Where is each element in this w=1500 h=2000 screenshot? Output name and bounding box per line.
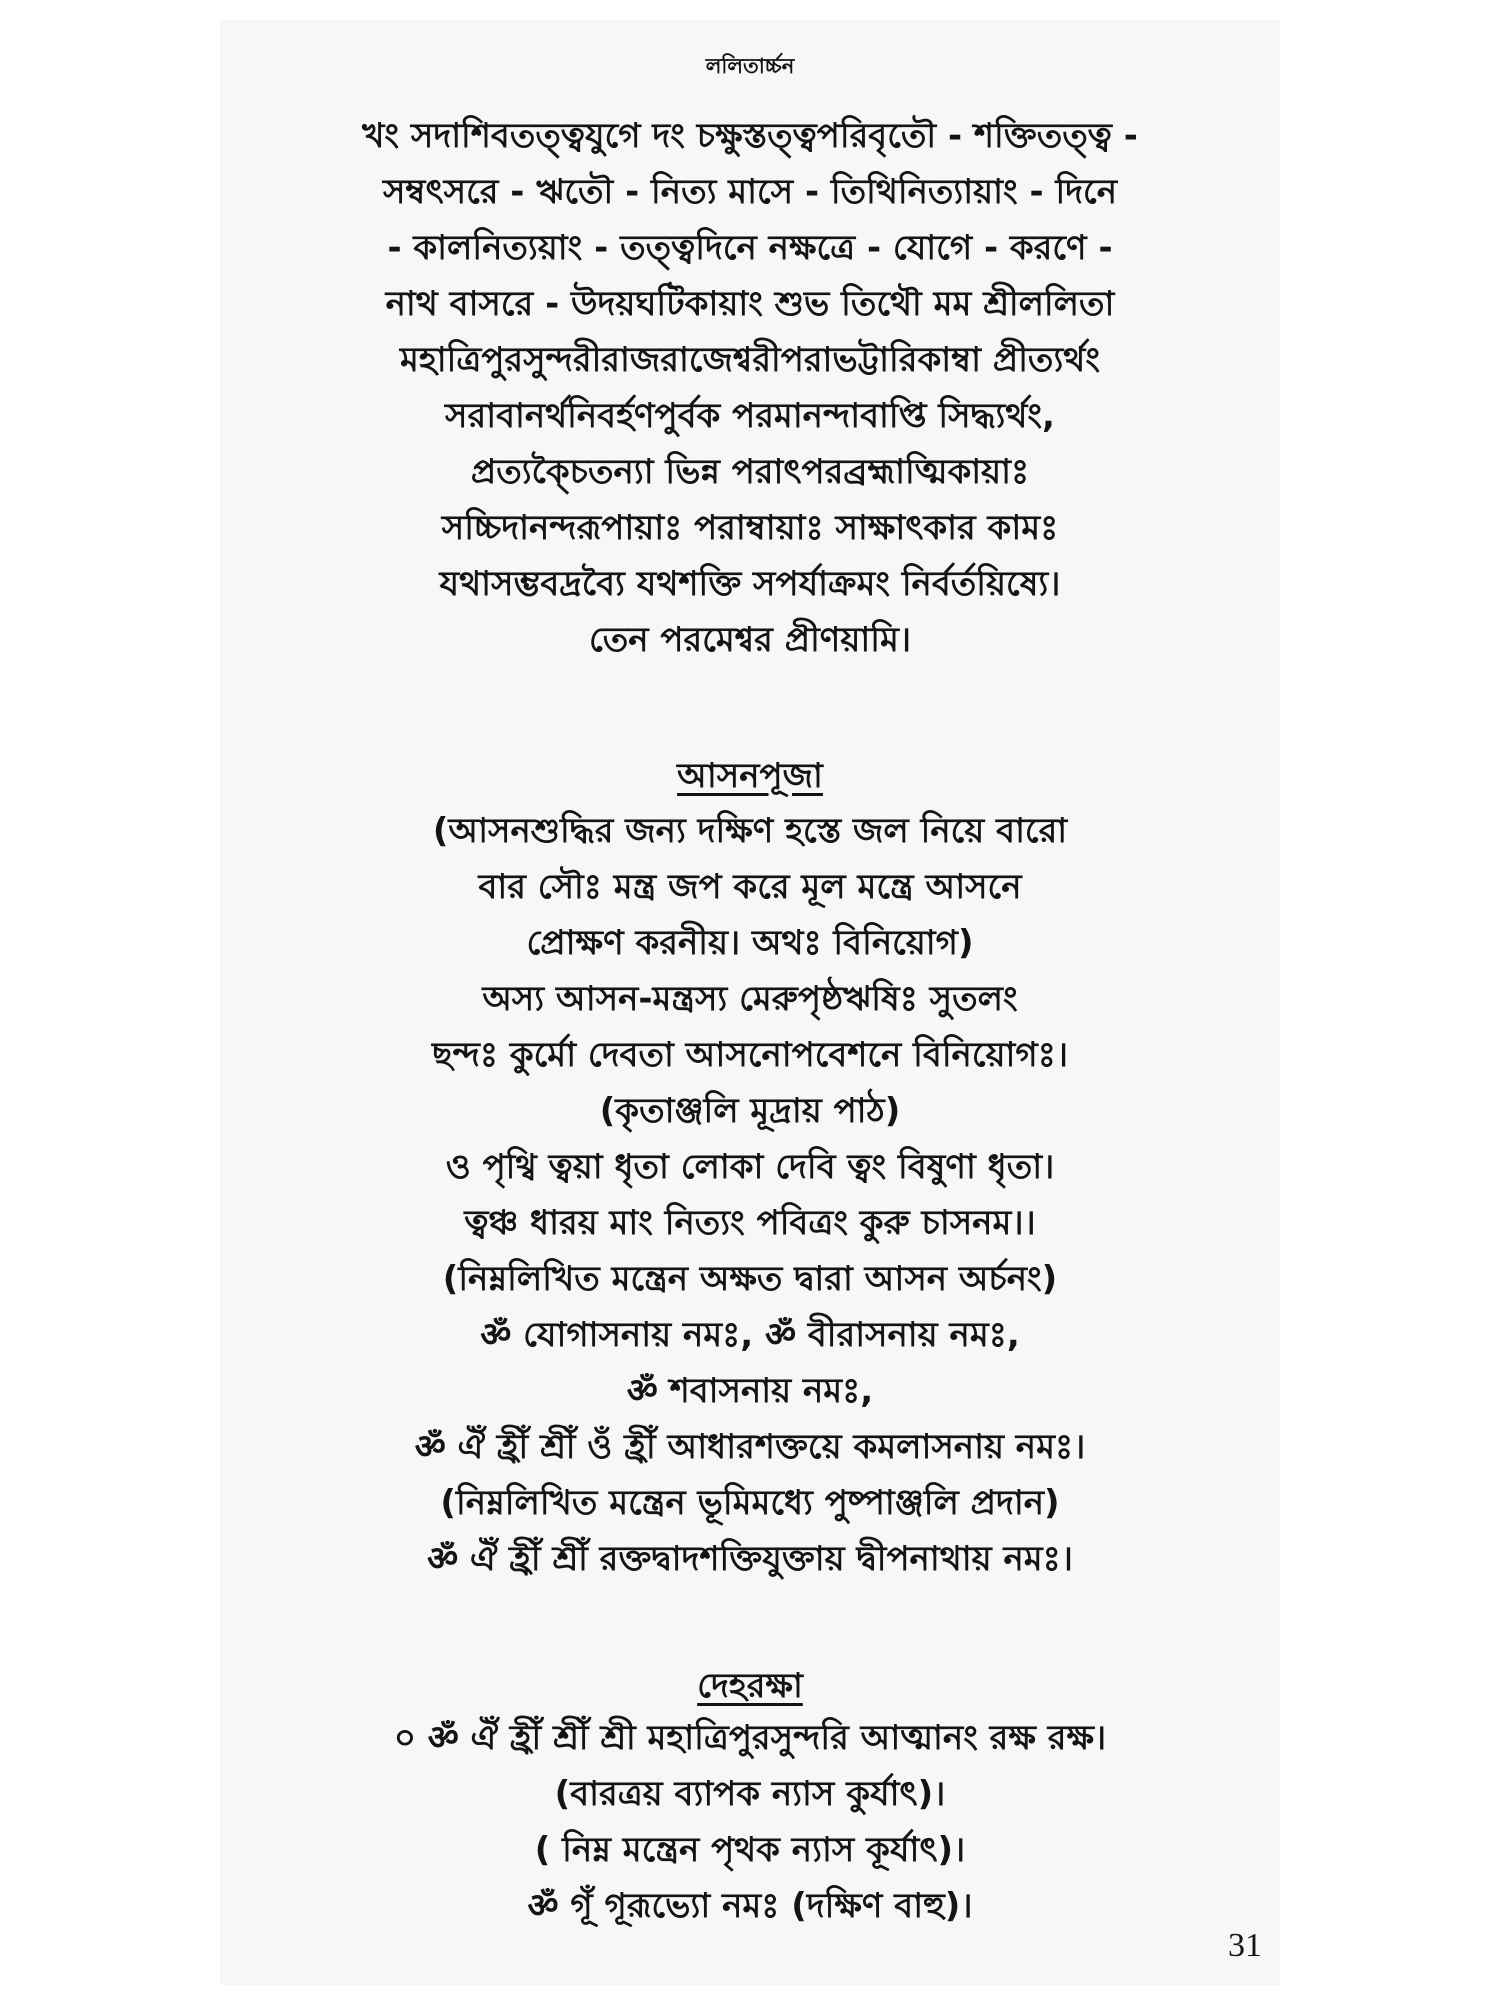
book-page [220,20,1280,1985]
sankalpa-text [220,108,1280,668]
text-line: ও পৃথ্বি ত্বয়া ধৃতা লোকা দেবি ত্বং বিষুণা ধৃতা। [445,1147,1055,1187]
text-line: (নিম্নলিখিত মন্ত্রেন অক্ষত দ্বারা আসন অর্চনং) [442,1259,1058,1299]
text-line: সরাবানর্থনিবর্হণপুর্বক পরমানন্দাবাপ্তি সিদ্ধ্যর্থং, [445,396,1055,436]
deharaksha-text [220,1710,1280,1934]
text-line: (আসনশুদ্ধির জন্য দক্ষিণ হস্তে জল নিয়ে বারো [432,811,1068,851]
text-line: ॐ ঐঁ হ্রীঁ শ্রীঁ ওঁ হ্রীঁ আধারশক্তয়ে কমলাসনায় নমঃ। [414,1427,1086,1467]
text-line: প্রত্যক্চৈতন্যা ভিন্ন পরাৎপরব্রহ্মাত্মিকায়াঃ [470,452,1030,492]
asana-puja-heading: আসনপূজা [677,756,823,796]
text-line: তেন পরমেশ্বর প্রীণয়ামি। [588,620,912,660]
text-line: ॐ গূঁ গূরূভ্যো নমঃ (দক্ষিণ বাহু)। [527,1886,973,1926]
text-line: - কালনিত্যয়াং - তত্ত্বদিনে নক্ষত্রে - যোগে - করণে - [387,228,1113,268]
text-line: ॐ শবাসনায় নমঃ, [626,1371,874,1411]
text-line: ত্বঞ্চ ধারয় মাং নিত্যং পবিত্রং কুরু চাসনম।। [464,1203,1036,1243]
running-header: ললিতার্চ্চন [705,54,795,78]
text-line: ০ ॐ ঐঁ হ্রীঁ শ্রীঁ শ্রী মহাত্রিপুরসুন্দরি আত্মানং রক্ষ রক্ষ। [393,1718,1107,1758]
text-line: খং সদাশিবতত্ত্বযুগে দং চক্ষুস্তত্ত্বপরিবৃতৌ - শক্তিতত্ত্ব - [362,116,1138,156]
text-line: (বারত্রয় ব্যাপক ন্যাস কুর্যাৎ)। [554,1774,946,1814]
text-line: বার সৌঃ মন্ত্র জপ করে মূল মন্ত্রে আসনে [478,867,1022,907]
text-line: ॐ যোগাসনায় নমঃ, ॐ বীরাসনায় নমঃ, [480,1315,1020,1355]
text-line: মহাত্রিপুরসুন্দরীরাজরাজেশ্বরীপরাভট্টারিকাম্বা প্রীত্যর্থং [400,340,1100,380]
text-line: ॐ ঐঁ হ্রীঁ শ্রীঁ রক্তদ্বাদশক্তিযুক্তায় দ্বীপনাথায় নমঃ। [427,1539,1073,1579]
text-line: সম্বৎসরে - ঋতৌ - নিত্য মাসে - তিথিনিত্যায়াং - দিনে [382,172,1118,212]
deharaksha-heading: দেহরক্ষা [697,1666,803,1706]
page-number: 31 [1228,1927,1262,1964]
text-line: নাথ বাসরে - উদয়ঘটিকায়াং শুভ তিথৌ মম শ্রীললিতা [385,284,1115,324]
text-line: (নিম্নলিখিত মন্ত্রেন ভূমিমধ্যে পুষ্পাঞ্জলি প্রদান) [440,1483,1060,1523]
text-line: অস্য আসন-মন্ত্রস্য মেরুপৃষ্ঠঋষিঃ সুতলং [482,979,1018,1019]
text-line: যথাসম্ভবদ্রব্যৈ যথশক্তি সপর্যাক্রমং নির্বর্তয়িষ্যে। [439,564,1061,604]
text-line: প্রোক্ষণ করনীয়। অথঃ বিনিয়োগ) [526,923,974,963]
text-line: ( নিম্ন মন্ত্রেন পৃথক ন্যাস কূর্যাৎ)। [534,1830,966,1870]
text-line: সচ্চিদানন্দরূপায়াঃ পরাম্বায়াঃ সাক্ষাৎকার কামঃ [441,508,1059,548]
asana-puja-heading-wrap [220,748,1280,804]
text-line: (কৃতাঞ্জলি মূদ্রায় পাঠ) [599,1091,901,1131]
asana-puja-text [220,803,1280,1587]
text-line: ছন্দঃ কুর্মো দেবতা আসনোপবেশনে বিনিয়োগঃ। [432,1035,1068,1075]
deharaksha-heading-wrap [220,1658,1280,1714]
